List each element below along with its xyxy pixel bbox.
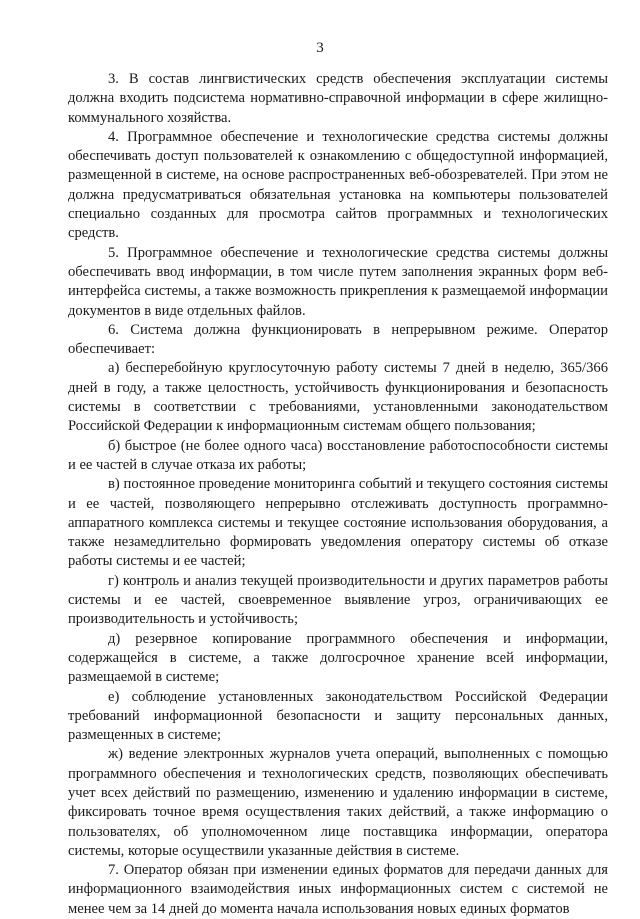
item-e: е) соблюдение установленных законодательством Российской Федерации требований информационной безопасности и защиту персональных данных, размещенных в системе; <box>68 688 608 744</box>
paragraph-7: 7. Оператор обязан при изменении единых форматов для передачи данных для информационного взаимодействия иных информационных систем с системой не менее чем за 14 дней до момента начала использования новых единых форматов <box>68 862 608 917</box>
item-v: в) постоянное проведение мониторинга событий и текущего состояния системы и ее частей, позволяющего непрерывно отслеживать доступность программно-аппаратного комплекса системы и текущее состояние использования оборудования, а также незамедлительно формировать уведомления оператору системы об отказе работы системы и ее частей; <box>68 476 608 570</box>
paragraph-4: 4. Программное обеспечение и технологические средства системы должны обеспечивать доступ пользователей к ознакомлению с общедоступной информацией, размещенной в системе, на основе распространенных веб-обозревателей. При этом не должна предусматриваться обязательная установка на компьютеры пользователей специально созданных для просмотра сайтов программных и технологических средств. <box>68 128 608 242</box>
item-d: д) резервное копирование программного обеспечения и информации, содержащейся в системе, а также долгосрочное хранение всей информации, размещаемой в системе; <box>68 630 608 686</box>
document-body <box>68 70 608 919</box>
item-g: г) контроль и анализ текущей производительности и других параметров работы системы и ее частей, своевременное выявление угроз, ограничивающих ее производительность и устойчивость; <box>68 572 608 628</box>
page-number: 3 <box>316 40 324 56</box>
item-zh: ж) ведение электронных журналов учета операций, выполненных с помощью программного обеспечения и технологических средств, позволяющих обеспечивать учет всех действий по размещению, изменению и удалению информации в системе, фиксировать точное время осуществления таких действий, а также информацию о пользователях, об уполномоченном лице поставщика информации, оператора системы, которые осуществили указанные действия в системе. <box>68 746 608 859</box>
paragraph-3: 3. В состав лингвистических средств обеспечения эксплуатации системы должна входить подсистема нормативно-справочной информации в сфере жилищно-коммунального хозяйства. <box>68 71 608 126</box>
paragraph-6: 6. Система должна функционировать в непрерывном режиме. Оператор обеспечивает: <box>68 321 608 358</box>
paragraph-5: 5. Программное обеспечение и технологические средства системы должны обеспечивать ввод информации, в том числе путем заполнения экранных форм веб-интерфейса системы, а также возможность прикрепления к размещаемой информации документов в виде отдельных файлов. <box>68 244 608 319</box>
item-b: б) быстрое (не более одного часа) восстановление работоспособности системы и ее частей в случае отказа их работы; <box>68 437 608 473</box>
item-a: а) бесперебойную круглосуточную работу системы 7 дней в неделю, 365/366 дней в году, а также целостность, устойчивость функционирования и безопасность системы в соответствии с требованиями, установленными законодательством Российской Федерации к информационным системам общего пользования; <box>68 360 608 435</box>
